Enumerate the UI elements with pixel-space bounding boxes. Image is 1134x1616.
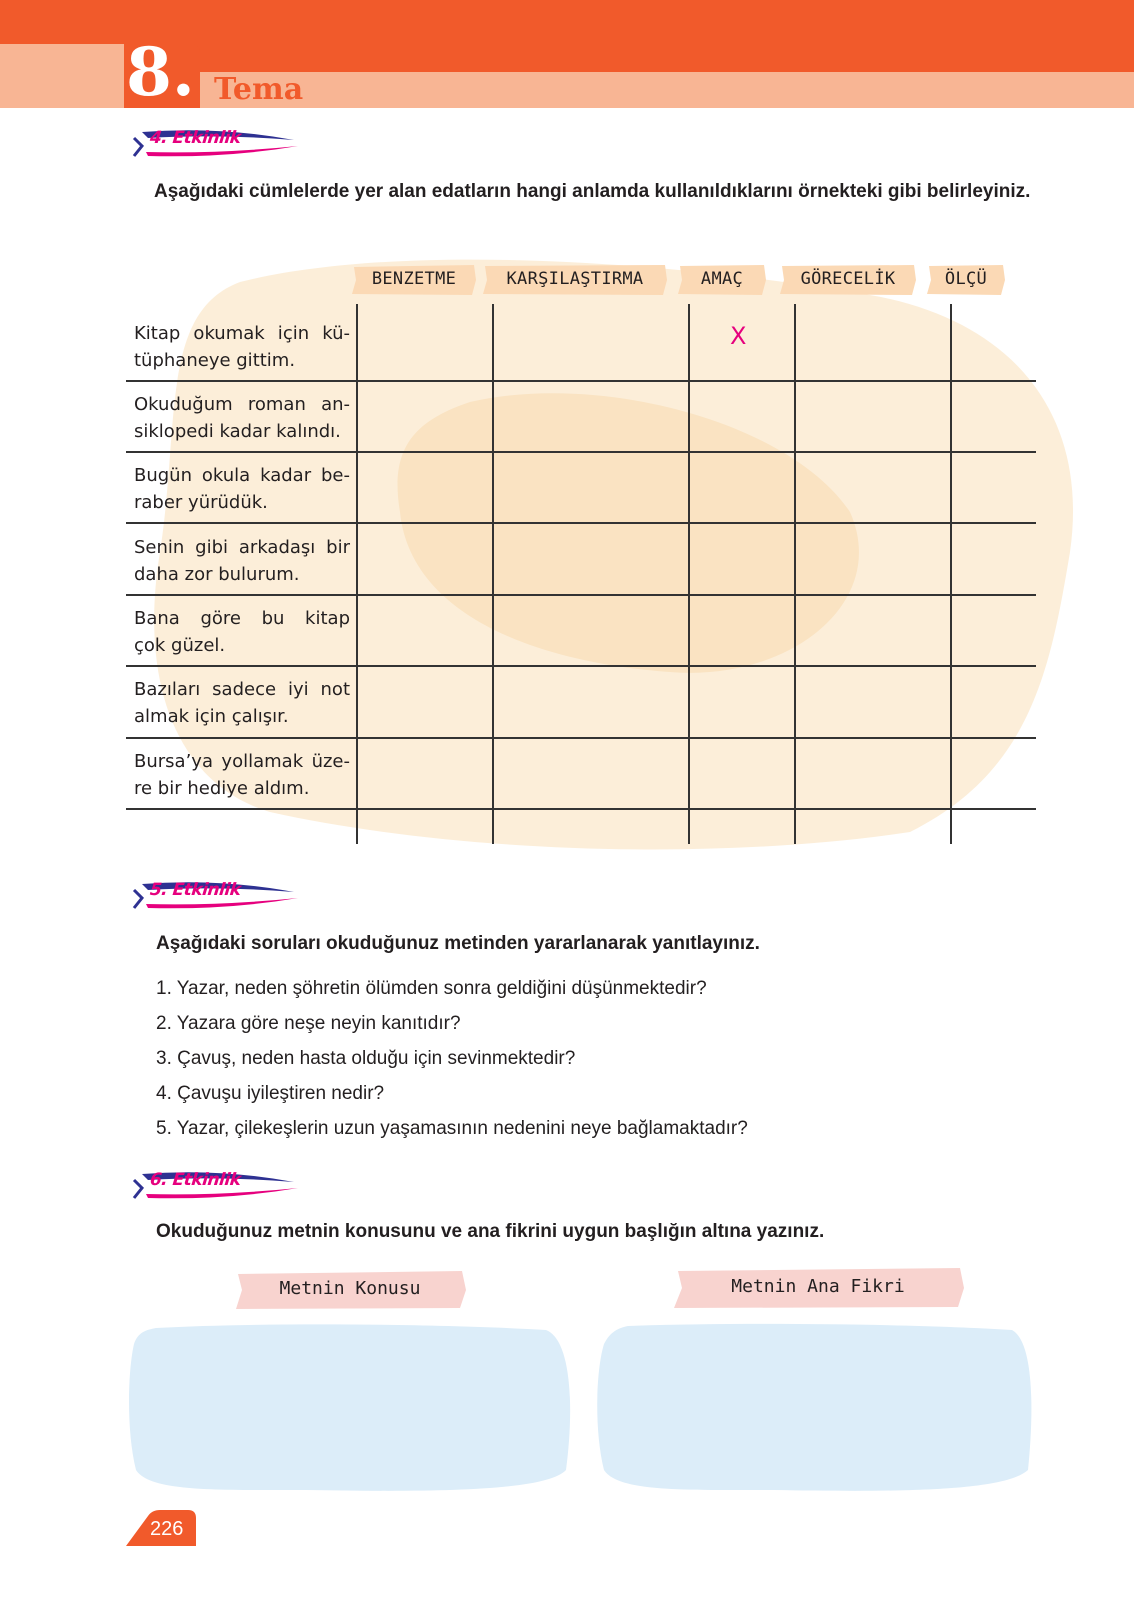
main-idea-label-text: Metnin Ana Fikri [731,1276,905,1297]
table-row [134,605,350,659]
activity-5-ribbon [128,876,304,916]
table-divider [950,304,952,844]
activity-6-instruction: Okuduğunuz metnin konusunu ve ana fikrini uygun başlığın altına yazınız. [156,1221,825,1242]
header-tab [0,44,124,108]
activity-5-title: 5. Etkinlik [148,880,242,900]
column-header-karsilastirma [482,262,668,298]
row-text-line: Kitap okumak için kü- [134,323,350,344]
column-header-gorecelik [778,262,918,298]
activity-4-title: 4. Etkinlik [148,128,242,148]
activity-6-ribbon [128,1166,304,1206]
theme-number: 8. [126,33,195,111]
table-row [134,462,350,516]
activity-4-instruction: Aşağıdaki cümlelerde yer alan edatların hangi anlamda kullanıldıklarını örnekteki gibi belirleyiniz. [154,181,1031,202]
table-divider [126,594,1036,596]
row-text-line: Bugün okula kadar be- [134,465,350,486]
table-divider [688,304,690,844]
table-row [134,534,350,588]
column-label: KARŞILAŞTIRMA [506,269,644,289]
table-row [134,676,350,730]
table-divider [126,737,1036,739]
activity-6-title: 6. Etkinlik [148,1170,242,1190]
row-text-line: Bursa’ya yollamak üze- [134,751,350,772]
activity-4-ribbon [128,124,304,164]
table-divider [794,304,796,844]
row-text-line: çok güzel. [134,635,226,656]
column-label: AMAÇ [700,269,744,289]
table-row [134,748,350,802]
question-item: 1. Yazar, neden şöhretin ölümden sonra geldiğini düşünmektedir? [156,978,707,999]
main-idea-answer-area[interactable] [594,1320,1034,1496]
theme-title: Tema [214,72,304,107]
row-text-line: tüphaneye gittim. [134,350,296,371]
row-text-line: Senin gibi arkadaşı bir [134,537,350,558]
column-label: GÖRECELİK [800,269,896,289]
column-label: BENZETME [371,269,457,289]
main-idea-label [670,1266,966,1310]
question-item: 5. Yazar, çilekeşlerin uzun yaşamasının nedenini neye bağlamaktadır? [156,1118,748,1139]
header-band [200,72,1134,108]
row-text-line: Okuduğum roman an- [134,394,350,415]
table-divider [126,808,1036,810]
table-divider [126,380,1036,382]
column-label: ÖLÇÜ [944,269,988,289]
row-text-line: Bana göre bu kitap [134,608,350,629]
table-divider [126,522,1036,524]
row-text-line: siklopedi kadar kalındı. [134,421,341,442]
activity-5-instruction: Aşağıdaki soruları okuduğunuz metinden yararlanarak yanıtlayınız. [156,933,760,954]
table-divider [126,451,1036,453]
column-header-benzetme [350,262,478,298]
row-text-line: almak için çalışır. [134,706,289,727]
column-header-amac [676,262,768,298]
row-text-line: raber yürüdük. [134,492,268,513]
row-text-line: Bazıları sadece iyi not [134,679,350,700]
topic-label-text: Metnin Konusu [279,1278,421,1299]
topic-answer-area[interactable] [126,1320,574,1496]
table-divider [492,304,494,844]
question-item: 3. Çavuş, neden hasta olduğu için sevinmektedir? [156,1048,576,1069]
question-item: 4. Çavuşu iyileştiren nedir? [156,1083,385,1104]
question-item: 2. Yazara göre neşe neyin kanıtıdır? [156,1013,461,1034]
topic-label [232,1268,468,1312]
table-row [134,320,350,374]
row-text-line: daha zor bulurum. [134,564,300,585]
table-divider [126,665,1036,667]
column-header-olcu [926,262,1006,298]
table-divider [356,304,358,844]
row-text-line: re bir hediye aldım. [134,778,310,799]
page-number: 226 [150,1518,184,1540]
example-mark: X [730,322,747,350]
table-row [134,391,350,445]
